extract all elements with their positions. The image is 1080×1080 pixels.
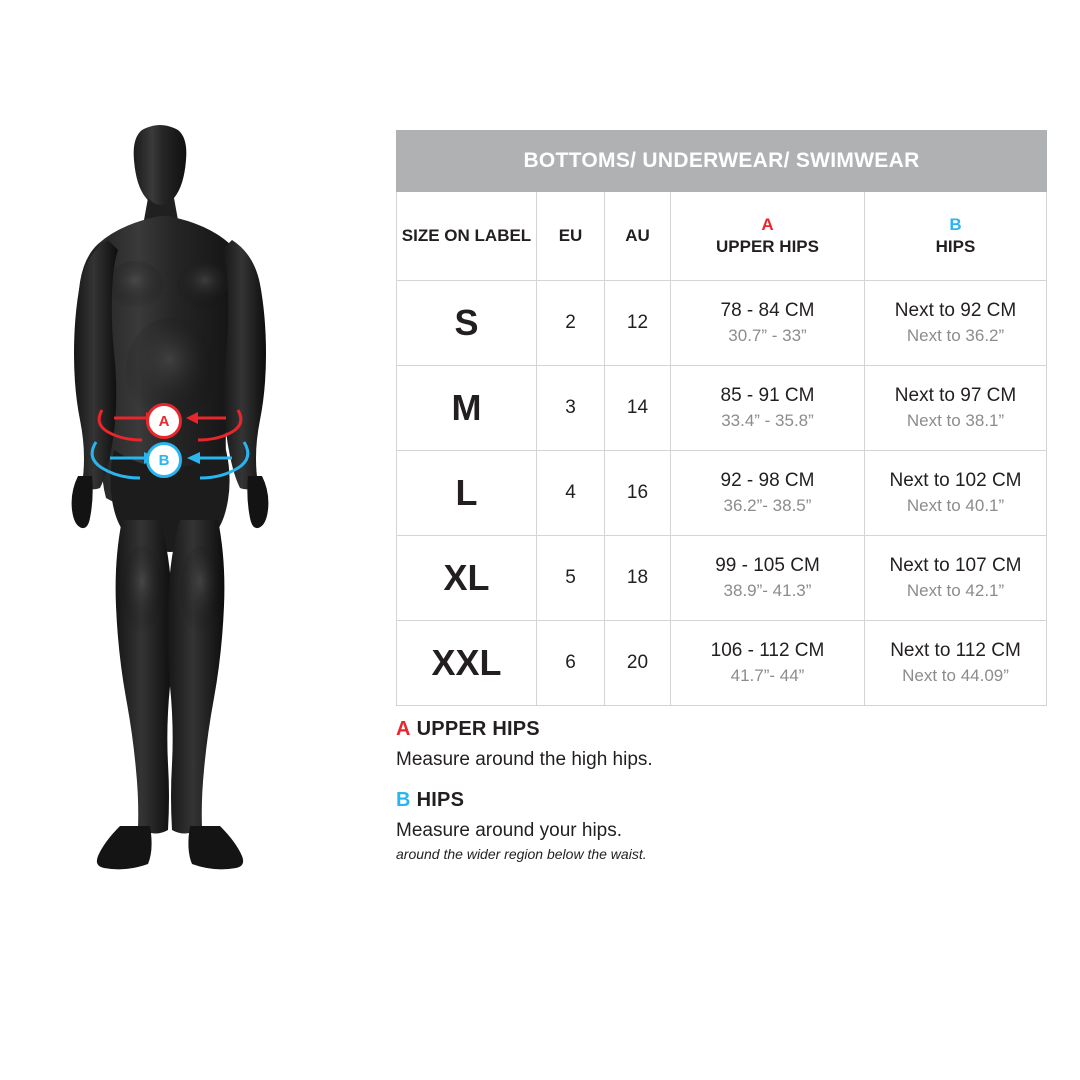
figure-head — [134, 125, 187, 208]
row-upper-hips-cm: 99 - 105 CM — [715, 554, 820, 576]
table-title-row — [397, 131, 1047, 192]
header-eu: EU — [537, 192, 605, 281]
row-hips-in: Next to 38.1” — [906, 411, 1005, 431]
figure-right-hand — [247, 476, 268, 528]
row-hips — [865, 281, 1047, 366]
figure-right-foot — [188, 826, 243, 869]
figure-left-hand — [72, 476, 93, 528]
legend-letter-b: B — [396, 789, 411, 811]
row-hips — [865, 451, 1047, 536]
row-upper-hips — [671, 536, 865, 621]
row-upper-hips — [671, 621, 865, 706]
row-upper-hips — [671, 366, 865, 451]
table-row — [397, 366, 1047, 451]
table-title: BOTTOMS/ UNDERWEAR/ SWIMWEAR — [397, 131, 1047, 192]
row-au: 20 — [605, 621, 671, 706]
mannequin-illustration — [10, 120, 370, 880]
table-row — [397, 536, 1047, 621]
table-row — [397, 281, 1047, 366]
header-upper-hips-label: UPPER HIPS — [716, 237, 819, 257]
row-hips-in: Next to 44.09” — [902, 666, 1009, 686]
size-chart-table — [396, 130, 1047, 706]
header-size-on-label: SIZE ON LABEL — [397, 192, 537, 281]
header-hips-label: HIPS — [935, 237, 976, 257]
row-hips-cm: Next to 102 CM — [889, 469, 1022, 491]
row-hips — [865, 366, 1047, 451]
row-upper-hips-cm: 78 - 84 CM — [720, 299, 815, 321]
row-upper-hips-in: 38.9”- 41.3” — [723, 581, 812, 601]
header-marker-a: A — [761, 215, 774, 235]
row-upper-hips-cm: 106 - 112 CM — [710, 639, 825, 661]
row-hips-cm: Next to 92 CM — [894, 299, 1017, 321]
row-eu: 4 — [537, 451, 605, 536]
row-hips-in: Next to 40.1” — [906, 496, 1005, 516]
row-au: 12 — [605, 281, 671, 366]
content-panel — [396, 0, 1080, 1080]
legend-item-a — [396, 718, 1036, 771]
row-size: XXL — [397, 621, 537, 706]
table-header-row — [397, 192, 1047, 281]
row-size: L — [397, 451, 537, 536]
legend-desc-a: Measure around the high hips. — [396, 749, 653, 770]
table-row — [397, 621, 1047, 706]
row-size: M — [397, 366, 537, 451]
figure-marker-b: B — [146, 442, 182, 478]
figure-marker-a: A — [146, 403, 182, 439]
row-eu: 3 — [537, 366, 605, 451]
header-marker-b: B — [949, 215, 962, 235]
legend-item-b — [396, 789, 1036, 862]
row-au: 16 — [605, 451, 671, 536]
header-hips — [865, 192, 1047, 281]
legend-note-b: around the wider region below the waist. — [396, 846, 647, 862]
row-size: XL — [397, 536, 537, 621]
row-hips-in: Next to 42.1” — [906, 581, 1005, 601]
legend-desc-b: Measure around your hips. — [396, 820, 623, 841]
figure-right-arm — [222, 240, 266, 489]
row-hips — [865, 536, 1047, 621]
row-upper-hips-in: 30.7” - 33” — [728, 326, 807, 346]
header-upper-hips — [671, 192, 865, 281]
row-eu: 6 — [537, 621, 605, 706]
row-au: 18 — [605, 536, 671, 621]
measurement-legend — [396, 718, 1036, 880]
row-eu: 5 — [537, 536, 605, 621]
row-upper-hips — [671, 281, 865, 366]
row-upper-hips-in: 33.4” - 35.8” — [721, 411, 814, 431]
row-hips — [865, 621, 1047, 706]
row-hips-cm: Next to 97 CM — [894, 384, 1017, 406]
legend-head-b — [396, 789, 1036, 812]
header-au: AU — [605, 192, 671, 281]
row-eu: 2 — [537, 281, 605, 366]
table-row — [397, 451, 1047, 536]
figure-panel — [0, 0, 390, 1080]
figure-left-foot — [97, 826, 152, 869]
row-upper-hips-cm: 85 - 91 CM — [720, 384, 815, 406]
legend-title-a: UPPER HIPS — [416, 718, 540, 740]
legend-letter-a: A — [396, 718, 411, 740]
row-upper-hips — [671, 451, 865, 536]
row-hips-cm: Next to 112 CM — [890, 639, 1021, 661]
legend-head-a — [396, 718, 1036, 741]
row-hips-in: Next to 36.2” — [906, 326, 1005, 346]
legend-title-b: HIPS — [416, 789, 465, 811]
row-size: S — [397, 281, 537, 366]
row-au: 14 — [605, 366, 671, 451]
row-upper-hips-in: 36.2”- 38.5” — [723, 496, 812, 516]
row-upper-hips-cm: 92 - 98 CM — [720, 469, 815, 491]
row-upper-hips-in: 41.7”- 44” — [730, 666, 805, 686]
row-hips-cm: Next to 107 CM — [889, 554, 1022, 576]
